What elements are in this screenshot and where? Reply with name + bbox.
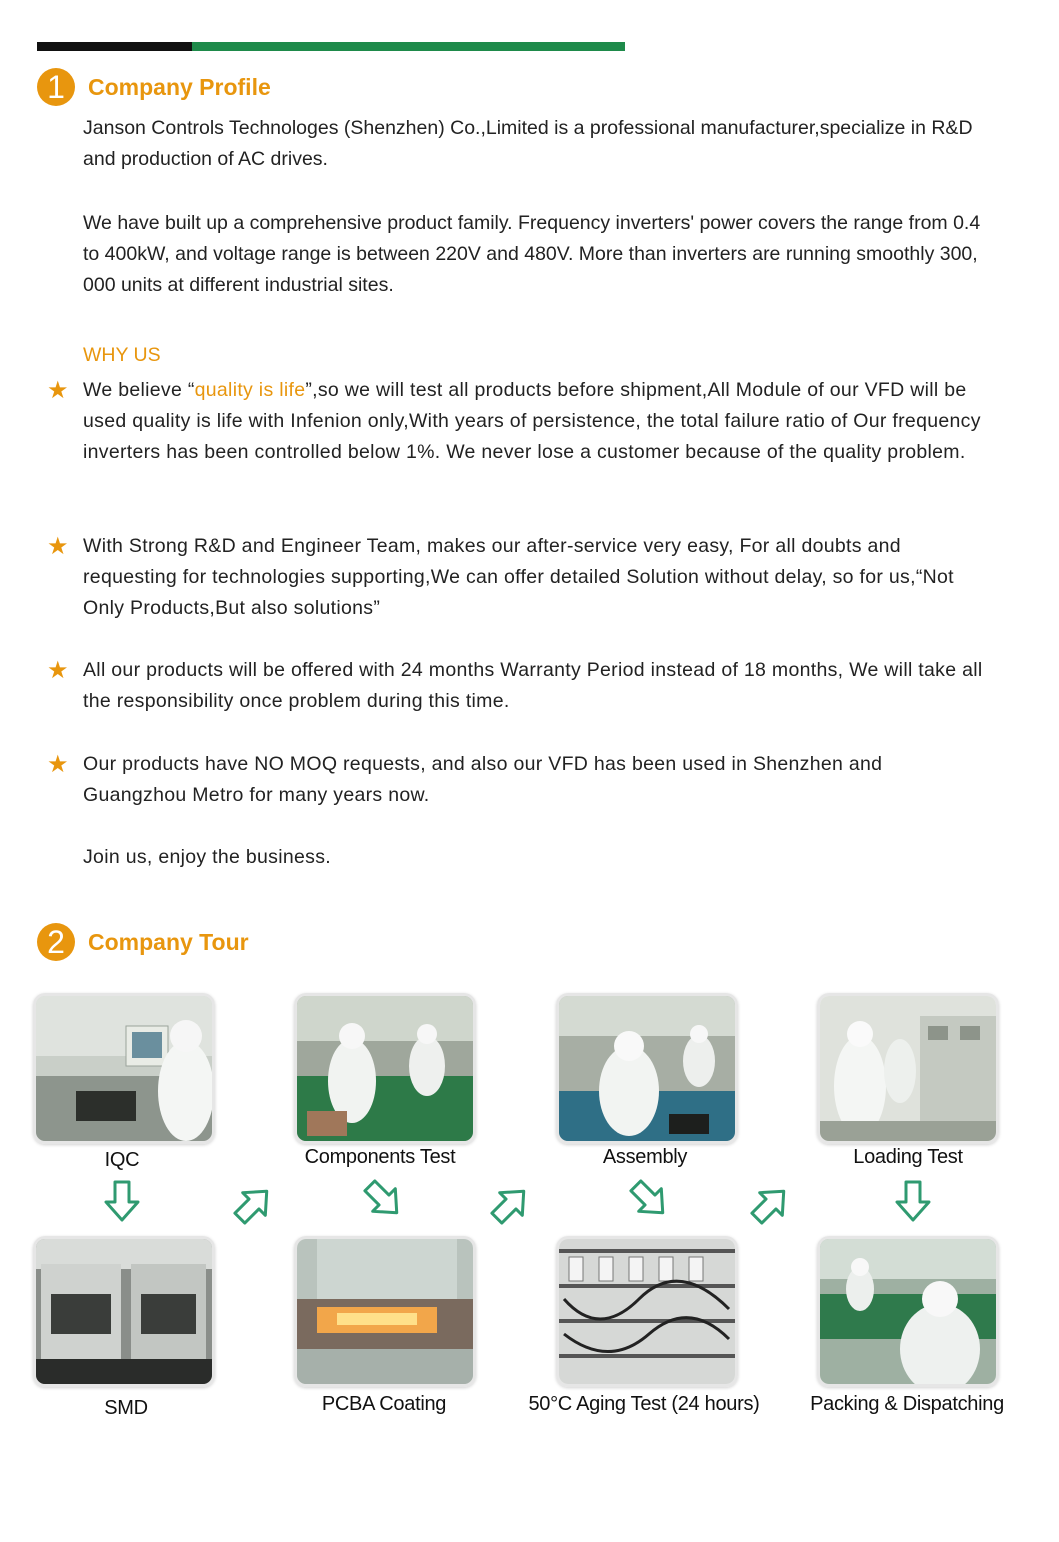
step-caption: PCBA Coating: [321, 1393, 447, 1415]
arrow-up-right-icon: [740, 1173, 802, 1235]
bullet-text: Our products have NO MOQ requests, and also our VFD has been used in Shenzhen and Guangzhou Metro for many years now.: [83, 753, 883, 806]
step-caption: Packing & Dispatching: [810, 1393, 1004, 1415]
closing-line: Join us, enjoy the business.: [83, 846, 331, 868]
arrow-down-right-icon: [353, 1169, 415, 1231]
bullet-text: With Strong R&D and Engineer Team, makes our after-service very easy, For all doubts and requesting for technologies supporting,We can offer detailed Solution without delay, so for us,“Not Only Products,But also solutions”: [83, 535, 954, 619]
aging-test-photo-image: [559, 1239, 735, 1384]
step-caption: Assembly: [602, 1146, 688, 1168]
photo-assembly: [556, 993, 738, 1144]
section-number-badge: 1: [37, 68, 75, 106]
photo-pcba-coating: [294, 1236, 476, 1387]
section-company-tour-header: [37, 923, 249, 961]
arrow-down-right-icon: [619, 1169, 681, 1231]
star-icon: ★: [47, 657, 69, 684]
star-icon: ★: [47, 377, 69, 404]
why-us-heading: WHY US: [83, 344, 161, 366]
why-us-bullet: [47, 655, 983, 717]
assembly-photo-image: [559, 996, 735, 1141]
pcba-coating-photo-image: [297, 1239, 473, 1384]
arrow-up-right-icon: [480, 1173, 542, 1235]
top-divider-bar: [37, 42, 625, 51]
packing-photo-image: [820, 1239, 996, 1384]
bullet-text-pre: We believe “: [83, 379, 195, 401]
profile-paragraph: Janson Controls Technologes (Shenzhen) Co.,Limited is a professional manufacturer,specialize in R&D and production of AC drives.: [83, 117, 973, 170]
why-us-bullet: [47, 531, 983, 624]
divider-black-segment: [37, 42, 192, 51]
divider-green-segment: [192, 42, 625, 51]
photo-loading-test: [817, 993, 999, 1144]
loading-test-photo-image: [820, 996, 996, 1141]
step-caption: Components Test: [304, 1146, 456, 1168]
step-caption: Loading Test: [853, 1146, 963, 1168]
arrow-down-icon: [100, 1180, 144, 1224]
why-us-bullet: [47, 749, 983, 811]
photo-smd: [33, 1236, 215, 1387]
star-icon: ★: [47, 751, 69, 778]
smd-photo-image: [36, 1239, 212, 1384]
photo-packing-dispatching: [817, 1236, 999, 1387]
star-icon: ★: [47, 533, 69, 560]
profile-paragraph: We have built up a comprehensive product family. Frequency inverters' power covers the range from 0.4 to 400kW, and voltage range is between 220V and 480V. More than inverters are running smoothly 300, 000 units at different industrial sites.: [83, 212, 981, 296]
step-caption: SMD: [104, 1397, 148, 1419]
section-title: Company Tour: [88, 928, 249, 955]
bullet-text: All our products will be offered with 24 months Warranty Period instead of 18 months, We will take all the responsibility once problem during this time.: [83, 659, 983, 712]
components-test-photo-image: [297, 996, 473, 1141]
section-title: Company Profile: [88, 73, 271, 100]
arrow-up-right-icon: [223, 1173, 285, 1235]
step-caption: 50°C Aging Test (24 hours): [528, 1393, 760, 1415]
section-number-badge: 2: [37, 923, 75, 961]
section-company-profile-header: [37, 68, 271, 106]
photo-iqc: [33, 993, 215, 1144]
quality-highlight: quality is life: [194, 379, 306, 401]
bullet-text-post: ”,so we will test all products before shipment,All Module of our VFD will be used quality is life with Infenion only,With years of persistence, the total failure ratio of Our frequency inverters has been controlled below 1%. We never lose a customer because of the quality problem.: [83, 379, 981, 463]
photo-aging-test: [556, 1236, 738, 1387]
arrow-down-icon: [891, 1180, 935, 1224]
why-us-bullet: [47, 375, 983, 468]
photo-components-test: [294, 993, 476, 1144]
step-caption: IQC: [104, 1149, 140, 1171]
iqc-photo-image: [36, 996, 212, 1141]
